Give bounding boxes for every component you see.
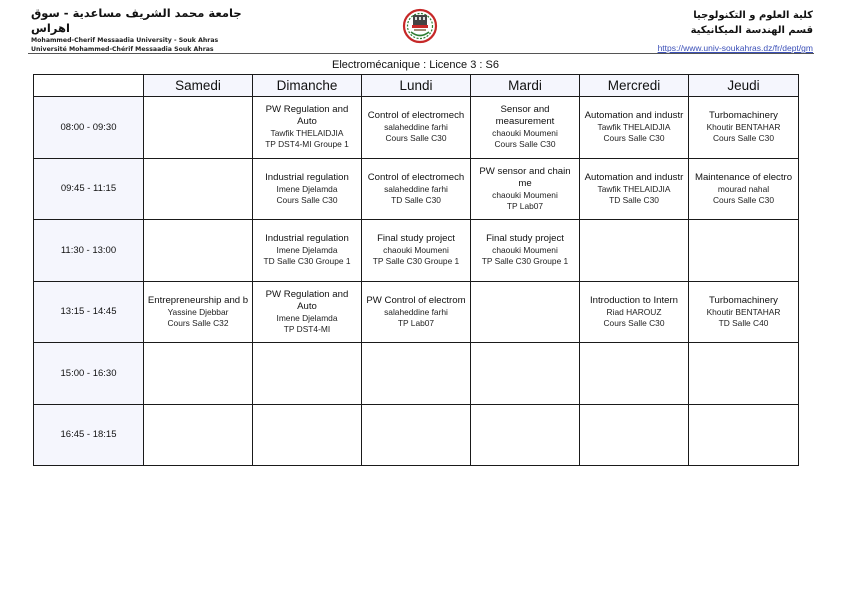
university-name-block: [31, 6, 251, 54]
course-name: Entrepreneurship and b: [147, 294, 249, 306]
course-name: PW sensor and chain me: [479, 165, 571, 189]
session-cell-lundi[interactable]: [362, 97, 471, 159]
session-cell-mercredi[interactable]: [580, 158, 689, 220]
teacher-name: Imene Djelamda: [276, 183, 338, 194]
session-cell-samedi[interactable]: [144, 281, 253, 343]
timetable: [33, 74, 799, 466]
corner-cell: [34, 75, 144, 97]
teacher-name: chaouki Moumeni: [492, 245, 558, 256]
course-name: Automation and industr: [584, 110, 684, 122]
session-cell-mardi[interactable]: [471, 220, 580, 282]
session-cell-lundi[interactable]: [362, 158, 471, 220]
course-name: Control of electromech: [367, 110, 465, 122]
session-room: Cours Salle C30: [713, 194, 774, 205]
teacher-name: mourad nahal: [717, 183, 770, 194]
timeslot-row: [34, 404, 799, 466]
session-cell-mardi[interactable]: [471, 97, 580, 159]
teacher-name: chaouki Moumeni: [383, 245, 449, 256]
course-name: Sensor and measurement: [495, 104, 555, 128]
timeslot-row: [34, 220, 799, 282]
course-name: Maintenance of electro: [694, 171, 793, 183]
session-room: Cours Salle C30: [603, 133, 665, 144]
empty-cell-mardi: [471, 404, 580, 466]
session-room: TD Salle C40: [718, 317, 769, 328]
course-name: Automation and industr: [584, 171, 684, 183]
course-name: PW Regulation and Auto: [265, 288, 349, 312]
session-room: Cours Salle C30: [494, 139, 556, 150]
timeslot-label: 16:45 - 18:15: [34, 404, 144, 466]
teacher-name: Tawfik THELAIDJIA: [270, 128, 344, 139]
teacher-name: Imene Djelamda: [276, 245, 338, 256]
course-name: Introduction to Intern: [590, 294, 678, 306]
day-header-mardi: Mardi: [471, 75, 580, 97]
timeslot-label: 11:30 - 13:00: [34, 220, 144, 282]
department-block: [573, 8, 813, 56]
session-cell-dimanche[interactable]: [253, 97, 362, 159]
teacher-name: chaouki Moumeni: [492, 128, 558, 139]
empty-cell-dimanche: [253, 343, 362, 405]
session-cell-lundi[interactable]: [362, 220, 471, 282]
session-room: TD Salle C30 Groupe 1: [263, 256, 351, 267]
empty-cell-lundi: [362, 404, 471, 466]
course-name: Industrial regulation: [265, 233, 349, 245]
course-name: Final study project: [377, 233, 455, 245]
teacher-name: Tawfik THELAIDJIA: [597, 122, 671, 133]
empty-cell-samedi: [144, 343, 253, 405]
teacher-name: salaheddine farhi: [384, 183, 448, 194]
course-name: Final study project: [486, 233, 564, 245]
empty-cell-mercredi: [580, 404, 689, 466]
empty-cell-samedi: [144, 404, 253, 466]
session-cell-lundi[interactable]: [362, 281, 471, 343]
teacher-name: Imene Djelamda: [276, 312, 338, 323]
day-header-samedi: Samedi: [144, 75, 253, 97]
department-website-link[interactable]: https://www.univ-soukahras.dz/fr/dept/gm: [657, 43, 813, 53]
session-room: TP DST4-MI: [283, 323, 331, 334]
day-header-row: [34, 75, 799, 97]
teacher-name: Yassine Djebbar: [167, 306, 229, 317]
session-room: Cours Salle C32: [167, 317, 229, 328]
teacher-name: Khoutir BENTAHAR: [706, 122, 781, 133]
timeslot-label: 09:45 - 11:15: [34, 158, 144, 220]
university-name-french: Université Mohammed-Chérif Messaadia Souk Ahras: [31, 46, 214, 53]
university-name-english: Mohammed-Cherif Messaadia University - Souk Ahras: [31, 37, 219, 44]
session-room: Cours Salle C30: [603, 317, 665, 328]
empty-cell-samedi: [144, 158, 253, 220]
day-header-lundi: Lundi: [362, 75, 471, 97]
course-name: PW Control of electrom: [366, 294, 466, 306]
teacher-name: Khoutir BENTAHAR: [706, 306, 781, 317]
session-room: TP Salle C30 Groupe 1: [481, 256, 569, 267]
session-cell-mardi[interactable]: [471, 158, 580, 220]
university-seal-icon: [402, 6, 438, 46]
timeslot-row: [34, 158, 799, 220]
timeslot-row: [34, 281, 799, 343]
course-name: Control of electromech: [367, 171, 465, 183]
header-divider: [28, 53, 814, 54]
session-room: TP Lab07: [397, 317, 435, 328]
empty-cell-jeudi: [689, 343, 799, 405]
faculty-name-arabic: كلية العلوم و التكنولوجيا: [693, 10, 813, 21]
empty-cell-mercredi: [580, 220, 689, 282]
empty-cell-lundi: [362, 343, 471, 405]
session-cell-dimanche[interactable]: [253, 158, 362, 220]
session-cell-jeudi[interactable]: [689, 97, 799, 159]
course-name: Industrial regulation: [265, 171, 349, 183]
day-header-jeudi: Jeudi: [689, 75, 799, 97]
teacher-name: Tawfik THELAIDJIA: [597, 183, 671, 194]
teacher-name: salaheddine farhi: [384, 122, 448, 133]
session-room: TP Lab07: [506, 200, 544, 211]
session-room: TD Salle C30: [391, 194, 441, 205]
timeslot-row: [34, 97, 799, 159]
session-room: Cours Salle C30: [276, 194, 338, 205]
empty-cell-samedi: [144, 97, 253, 159]
university-name-arabic: جامعة محمد الشريف مساعدية - سوق اهراس: [31, 6, 242, 35]
empty-cell-mardi: [471, 343, 580, 405]
day-header-dimanche: Dimanche: [253, 75, 362, 97]
teacher-name: chaouki Moumeni: [492, 189, 558, 200]
session-room: TP Salle C30 Groupe 1: [372, 256, 460, 267]
empty-cell-mardi: [471, 281, 580, 343]
session-room: TP DST4-MI Groupe 1: [265, 139, 349, 150]
session-cell-mercredi[interactable]: [580, 281, 689, 343]
session-cell-dimanche[interactable]: [253, 281, 362, 343]
empty-cell-jeudi: [689, 220, 799, 282]
timeslot-label: 15:00 - 16:30: [34, 343, 144, 405]
session-room: Cours Salle C30: [713, 133, 774, 144]
session-room: Cours Salle C30: [385, 133, 447, 144]
session-cell-mercredi[interactable]: [580, 97, 689, 159]
empty-cell-jeudi: [689, 404, 799, 466]
session-cell-jeudi[interactable]: [689, 281, 799, 343]
session-cell-jeudi[interactable]: [689, 158, 799, 220]
teacher-name: Riad HAROUZ: [606, 306, 662, 317]
course-name: Turbomachinery: [709, 294, 778, 306]
teacher-name: salaheddine farhi: [384, 306, 448, 317]
timeslot-label: 08:00 - 09:30: [34, 97, 144, 159]
day-header-mercredi: Mercredi: [580, 75, 689, 97]
department-name-arabic: قسم الهندسة الميكانيكية: [690, 25, 813, 36]
timetable-title: Electromécanique : Licence 3 : S6: [332, 59, 499, 71]
timeslot-row: [34, 343, 799, 405]
empty-cell-samedi: [144, 220, 253, 282]
timeslot-label: 13:15 - 14:45: [34, 281, 144, 343]
course-name: PW Regulation and Auto: [265, 104, 349, 128]
session-room: TD Salle C30: [609, 194, 659, 205]
course-name: Turbomachinery: [709, 110, 778, 122]
empty-cell-mercredi: [580, 343, 689, 405]
empty-cell-dimanche: [253, 404, 362, 466]
session-cell-dimanche[interactable]: [253, 220, 362, 282]
